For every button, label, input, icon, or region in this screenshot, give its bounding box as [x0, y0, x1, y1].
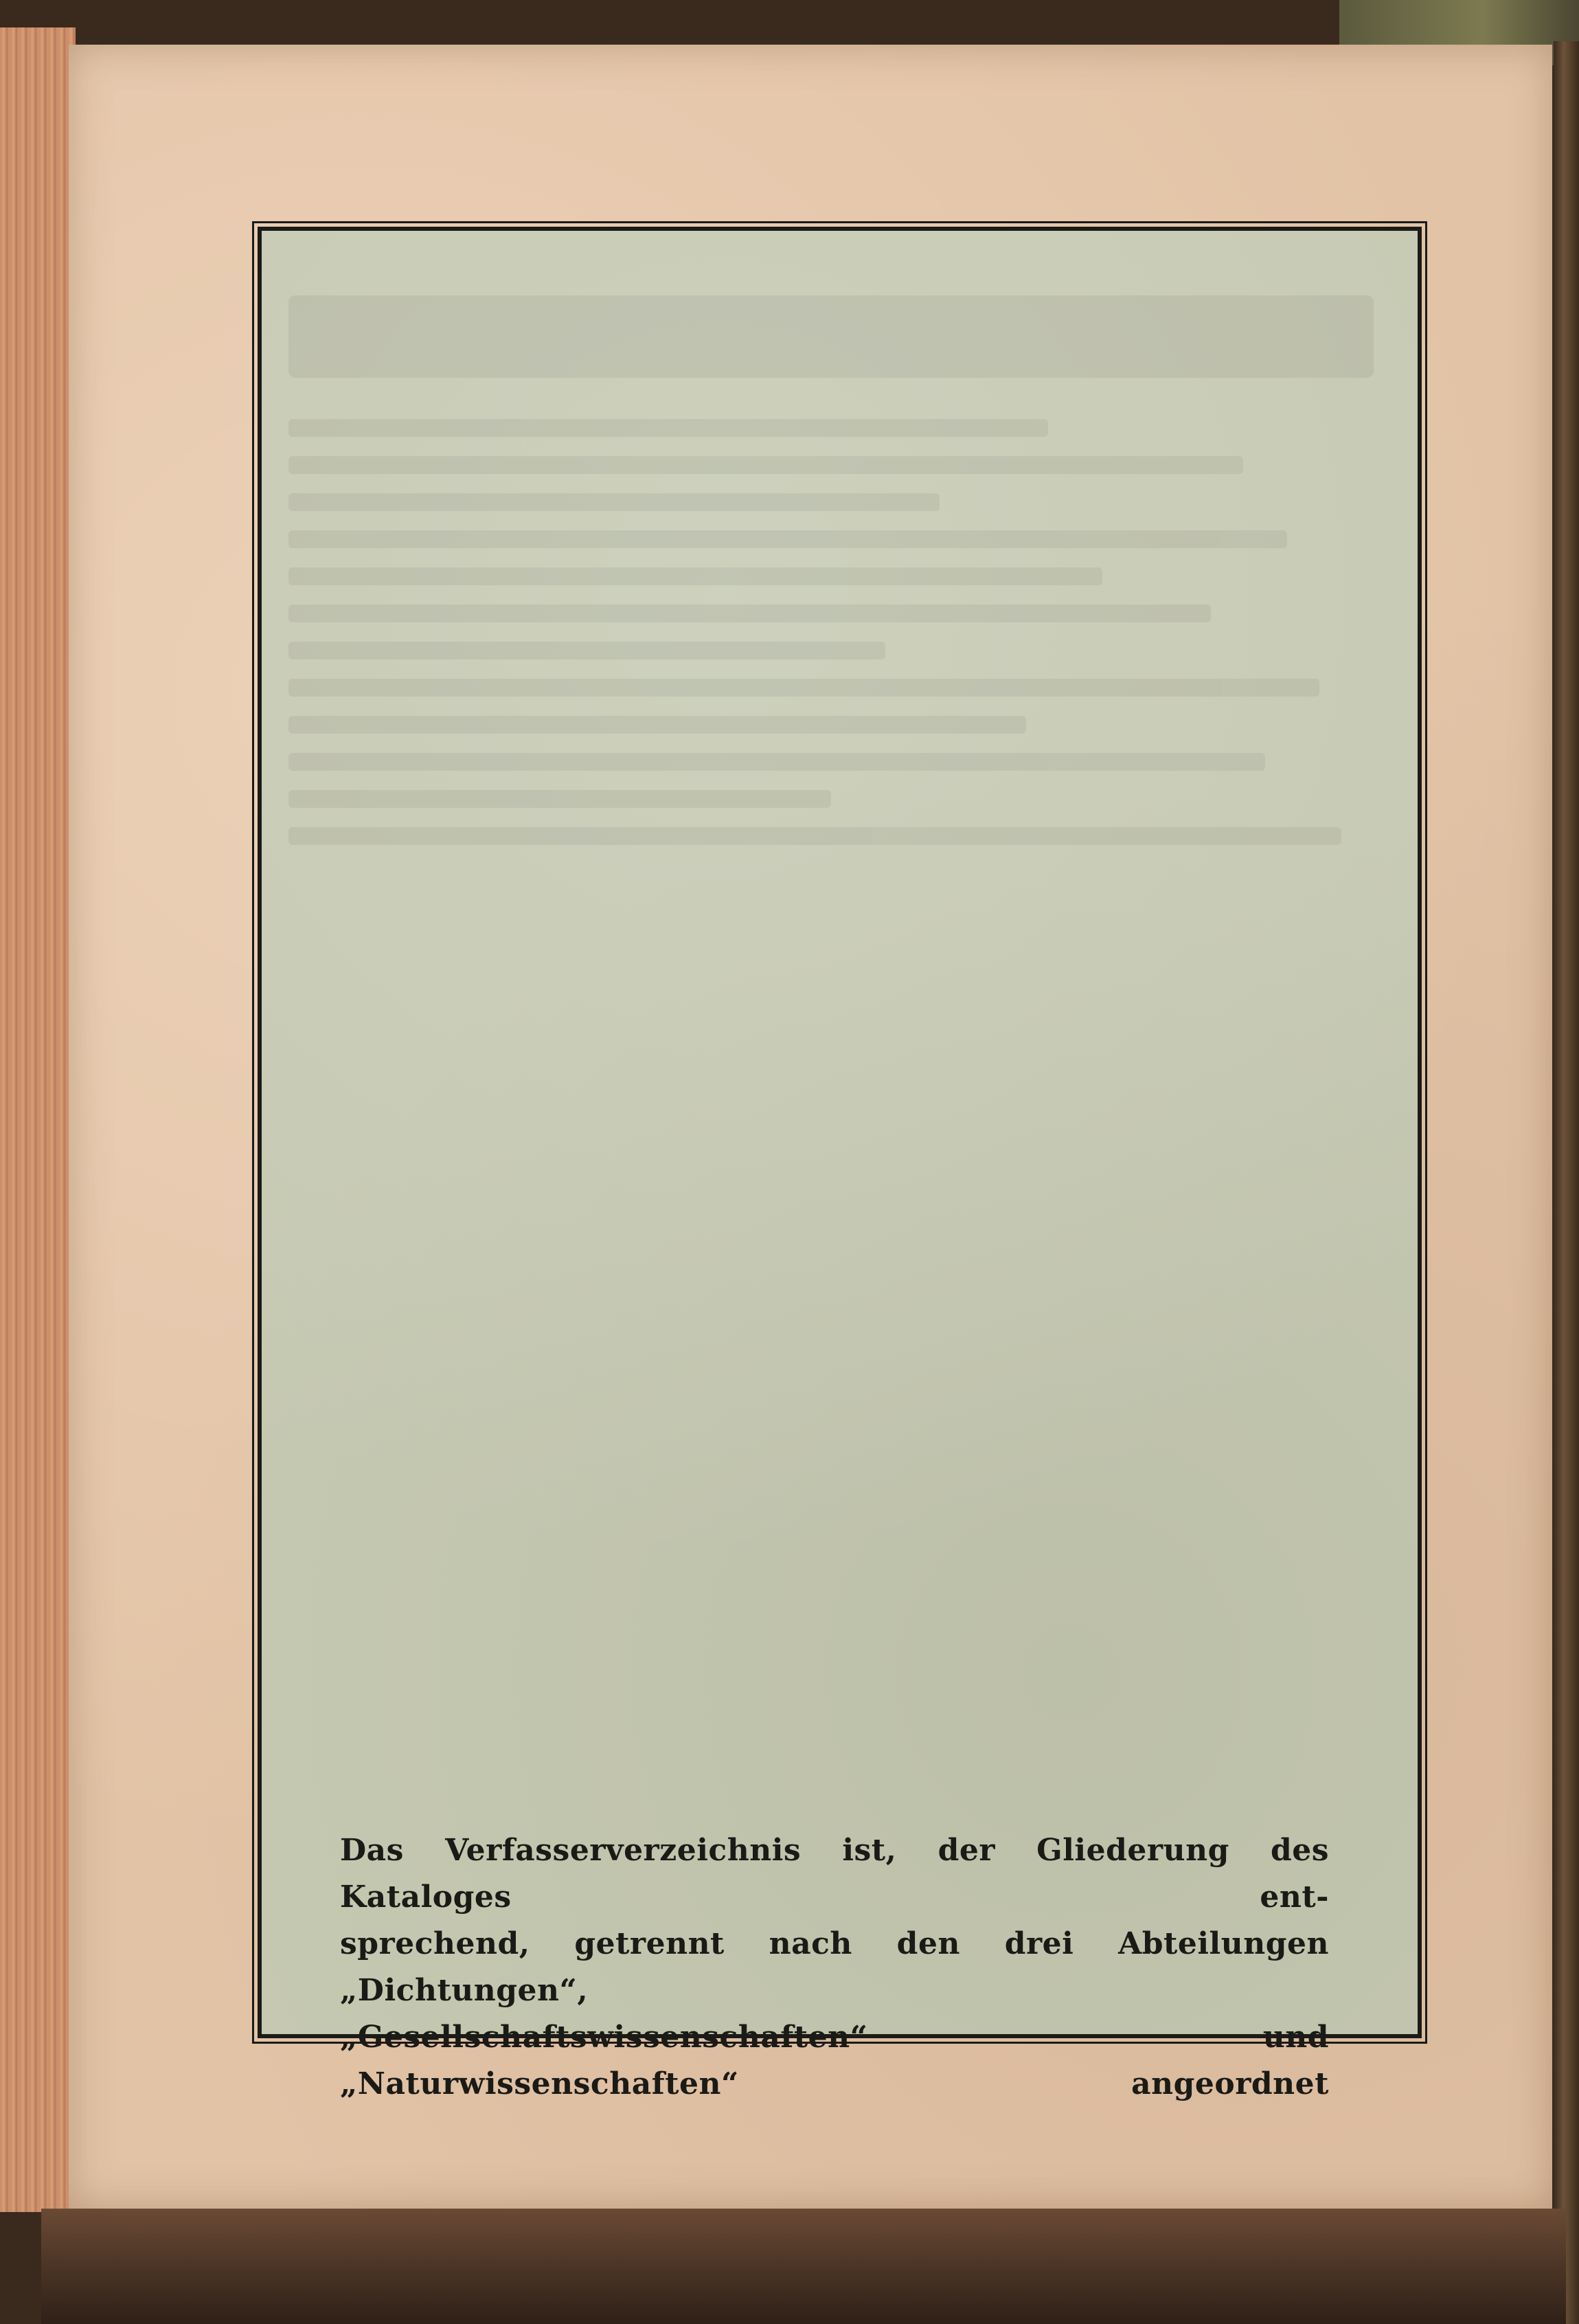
caption-paragraph [340, 1827, 1329, 2108]
framed-insert [258, 227, 1422, 2038]
caption-line-3: „Gesellschaftswissenschaften“ und „Naturwissenschaften“ angeordnet [340, 2020, 1329, 2101]
book-edge-bottom [41, 2209, 1566, 2324]
caption-line-1: Das Verfasserverzeichnis ist, der Gliederung des Kataloges ent- [340, 1833, 1329, 1915]
book-spine-edge-right [1554, 41, 1579, 2324]
caption-line-2: sprechend, getrennt nach den drei Abteilungen „Dichtungen“, [340, 1926, 1329, 2008]
book-page-edges-left [0, 27, 76, 2212]
